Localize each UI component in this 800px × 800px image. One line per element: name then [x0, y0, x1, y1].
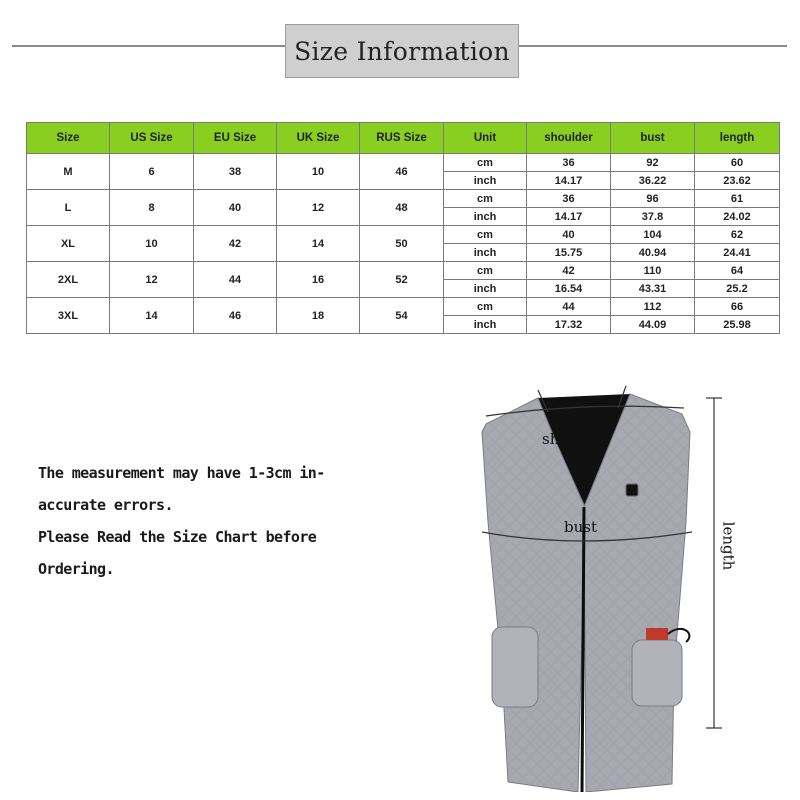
unit-cell: cm [444, 154, 527, 172]
table-row [27, 190, 780, 208]
heat-button-icon [626, 484, 638, 496]
header-uk-size: UK Size [277, 123, 360, 154]
shoulder-cell: 14.17 [527, 208, 611, 226]
length-cell: 23.62 [695, 172, 780, 190]
table-row [27, 226, 780, 244]
bust-cell: 40.94 [611, 244, 695, 262]
bust-cell: 104 [611, 226, 695, 244]
header-eu-size: EU Size [194, 123, 277, 154]
bust-cell: 44.09 [611, 316, 695, 334]
length-cell: 61 [695, 190, 780, 208]
rus-size-cell: 48 [360, 190, 444, 226]
power-bank [646, 628, 668, 640]
bust-label: bust [564, 518, 597, 536]
header-rus-size: RUS Size [360, 123, 444, 154]
bust-cell: 36.22 [611, 172, 695, 190]
unit-cell: inch [444, 172, 527, 190]
note-line: Please Read the Size Chart before [38, 528, 317, 546]
unit-cell: inch [444, 244, 527, 262]
rus-size-cell: 46 [360, 154, 444, 190]
uk-size-cell: 16 [277, 262, 360, 298]
length-cell: 66 [695, 298, 780, 316]
measurement-note [38, 457, 378, 585]
bust-cell: 37.8 [611, 208, 695, 226]
bust-cell: 96 [611, 190, 695, 208]
zipper [582, 507, 584, 792]
unit-cell: inch [444, 316, 527, 334]
shoulder-label: shoulder [542, 430, 609, 448]
rus-size-cell: 54 [360, 298, 444, 334]
title-rule-left [12, 45, 285, 47]
length-cell: 24.02 [695, 208, 780, 226]
left-pocket [492, 627, 538, 707]
shoulder-cell: 44 [527, 298, 611, 316]
right-pocket [632, 640, 682, 706]
shoulder-cell: 36 [527, 154, 611, 172]
page-title: Size Information [285, 24, 519, 78]
shoulder-cell: 15.75 [527, 244, 611, 262]
rus-size-cell: 50 [360, 226, 444, 262]
bust-cell: 92 [611, 154, 695, 172]
note-line: The measurement may have 1-3cm in- [38, 464, 325, 482]
uk-size-cell: 18 [277, 298, 360, 334]
header-size: Size [27, 123, 110, 154]
header-length: length [695, 123, 780, 154]
header-bust: bust [611, 123, 695, 154]
length-cell: 24.41 [695, 244, 780, 262]
length-cell: 64 [695, 262, 780, 280]
us-size-cell: 10 [110, 226, 194, 262]
us-size-cell: 12 [110, 262, 194, 298]
unit-cell: cm [444, 298, 527, 316]
uk-size-cell: 14 [277, 226, 360, 262]
us-size-cell: 14 [110, 298, 194, 334]
note-line: Ordering. [38, 560, 114, 578]
vest-diagram [460, 372, 760, 792]
unit-cell: inch [444, 208, 527, 226]
unit-cell: inch [444, 280, 527, 298]
vest-illustration [460, 372, 760, 792]
unit-cell: cm [444, 262, 527, 280]
size-cell: M [27, 154, 110, 190]
shoulder-cell: 40 [527, 226, 611, 244]
size-cell: 2XL [27, 262, 110, 298]
length-label: length [719, 521, 738, 571]
unit-cell: cm [444, 226, 527, 244]
uk-size-cell: 12 [277, 190, 360, 226]
header-shoulder: shoulder [527, 123, 611, 154]
size-cell: XL [27, 226, 110, 262]
length-cell: 25.98 [695, 316, 780, 334]
bust-cell: 43.31 [611, 280, 695, 298]
note-line: accurate errors. [38, 496, 173, 514]
table-row [27, 154, 780, 172]
unit-cell: cm [444, 190, 527, 208]
shoulder-cell: 36 [527, 190, 611, 208]
eu-size-cell: 44 [194, 262, 277, 298]
shoulder-cell: 42 [527, 262, 611, 280]
title-rule-right [519, 45, 787, 47]
header-unit: Unit [444, 123, 527, 154]
eu-size-cell: 46 [194, 298, 277, 334]
table-row [27, 262, 780, 280]
bust-cell: 112 [611, 298, 695, 316]
table-row [27, 298, 780, 316]
shoulder-cell: 14.17 [527, 172, 611, 190]
table-header-row [27, 123, 780, 154]
length-cell: 25.2 [695, 280, 780, 298]
length-cell: 60 [695, 154, 780, 172]
eu-size-cell: 42 [194, 226, 277, 262]
size-cell: L [27, 190, 110, 226]
size-cell: 3XL [27, 298, 110, 334]
length-cell: 62 [695, 226, 780, 244]
eu-size-cell: 40 [194, 190, 277, 226]
rus-size-cell: 52 [360, 262, 444, 298]
header-us-size: US Size [110, 123, 194, 154]
eu-size-cell: 38 [194, 154, 277, 190]
bust-cell: 110 [611, 262, 695, 280]
us-size-cell: 8 [110, 190, 194, 226]
size-table [26, 122, 780, 334]
shoulder-cell: 17.32 [527, 316, 611, 334]
shoulder-cell: 16.54 [527, 280, 611, 298]
us-size-cell: 6 [110, 154, 194, 190]
uk-size-cell: 10 [277, 154, 360, 190]
